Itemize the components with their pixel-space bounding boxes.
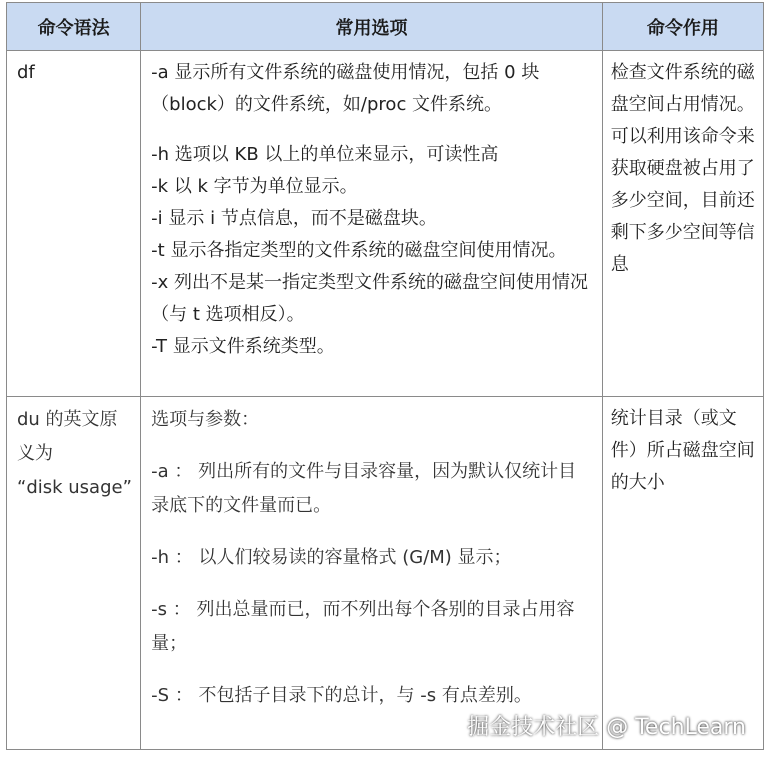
header-options: 常用选项 [141,3,603,51]
purpose-text: 统计目录（或文件）所占磁盘空间的大小 [610,408,755,493]
command-table [6,2,764,750]
header-row [7,3,764,51]
option-k: -k 以 k 字节为单位显示。 [151,176,358,197]
header-syntax: 命令语法 [7,3,141,51]
syntax-text: df [17,62,35,83]
syntax-cell [7,51,141,397]
option-a: -a 显示所有文件系统的磁盘使用情况，包括 0 块（block）的文件系统，如/proc 文件系统。 [151,62,540,115]
options-list [141,51,602,369]
table-row-du [7,397,764,750]
option-S: -S ： 不包括子目录下的总计，与 -s 有点差别。 [151,685,532,706]
purpose-cell [602,397,763,750]
syntax-cell [7,397,141,750]
option-h: -h 选项以 KB 以上的单位来显示，可读性高 [151,144,499,165]
options-list [141,397,602,719]
options-cell [141,397,603,750]
syntax-text: du 的英文原 义为 “disk usage” [17,409,132,498]
option-x: -x 列出不是某一指定类型文件系统的磁盘空间使用情况（与 t 选项相反）。 [151,272,589,325]
option-h: -h ： 以人们较易读的容量格式 (G/M) 显示； [151,547,512,568]
watermark: 掘金技术社区 @ TechLearn [467,715,746,740]
table-row-df [7,51,764,397]
options-intro: 选项与参数： [151,409,260,430]
option-i: -i 显示 i 节点信息，而不是磁盘块。 [151,208,437,229]
option-a: -a ： 列出所有的文件与目录容量，因为默认仅统计目录底下的文件量而已。 [151,461,577,516]
purpose-cell [602,51,763,397]
header-purpose: 命令作用 [602,3,763,51]
option-s: -s ： 列出总量而已，而不列出每个各别的目录占用容量； [151,599,575,654]
purpose-text: 检查文件系统的磁盘空间占用情况。可以利用该命令来获取硬盘被占用了多少空间，目前还剩下多少空间等信息 [610,62,755,275]
option-t: -t 显示各指定类型的文件系统的磁盘空间使用情况。 [151,240,567,261]
option-T: -T 显示文件系统类型。 [151,336,335,357]
options-cell [141,51,603,397]
